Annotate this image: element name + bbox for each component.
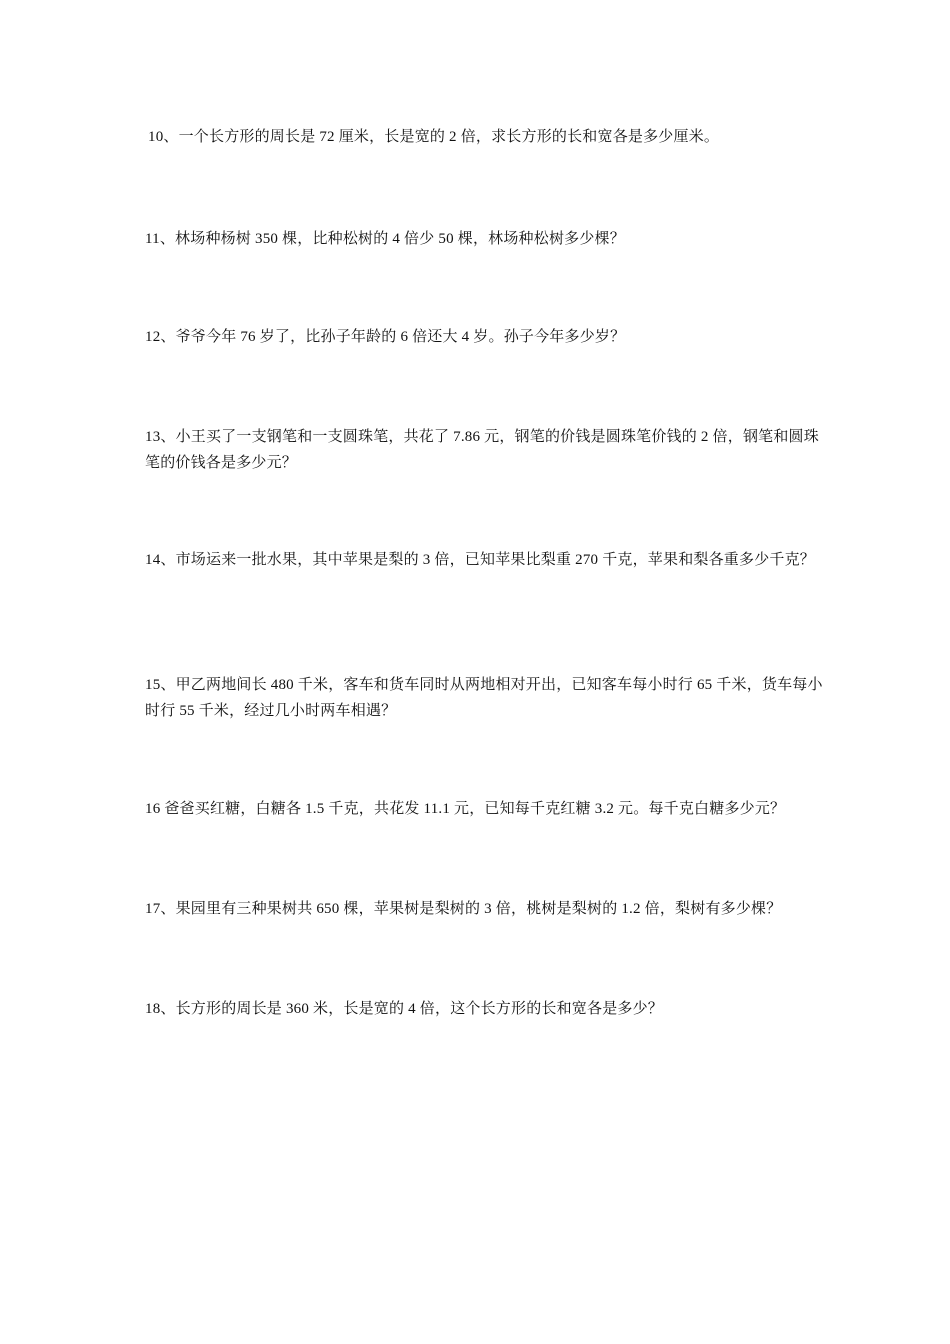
problem-17: 17、果园里有三种果树共 650 棵，苹果树是梨树的 3 倍，桃树是梨树的 1.2 倍，梨树有多少棵？ xyxy=(145,901,782,917)
problem-15: 15、甲乙两地间长 480 千米，客车和货车同时从两地相对开出，已知客车每小时行 65 千米，货车每小时行 55 千米，经过几小时两车相遇？ xyxy=(145,677,823,719)
problem-13: 13、小王买了一支钢笔和一支圆珠笔，共花了 7.86 元，钢笔的价钱是圆珠笔价钱的 2 倍，钢笔和圆珠笔的价钱各是多少元？ xyxy=(145,429,819,471)
problem-12: 12、爷爷今年 76 岁了，比孙子年龄的 6 倍还大 4 岁。孙子今年多少岁？ xyxy=(145,329,626,345)
problem-16: 16 爸爸买红糖，白糖各 1.5 千克，共花发 11.1 元，已知每千克红糖 3.2 元。每千克白糖多少元？ xyxy=(145,801,786,817)
problem-18: 18、长方形的周长是 360 米，长是宽的 4 倍，这个长方形的长和宽各是多少？ xyxy=(145,1001,664,1017)
problem-11: 11、林场种杨树 350 棵，比种松树的 4 倍少 50 棵，林场种松树多少棵？ xyxy=(145,231,625,247)
problem-10: 10、一个长方形的周长是 72 厘米，长是宽的 2 倍，求长方形的长和宽各是多少厘米。 xyxy=(148,129,720,145)
problem-14: 14、市场运来一批水果，其中苹果是梨的 3 倍，已知苹果比梨重 270 千克，苹果和梨各重多少千克？ xyxy=(145,552,816,568)
